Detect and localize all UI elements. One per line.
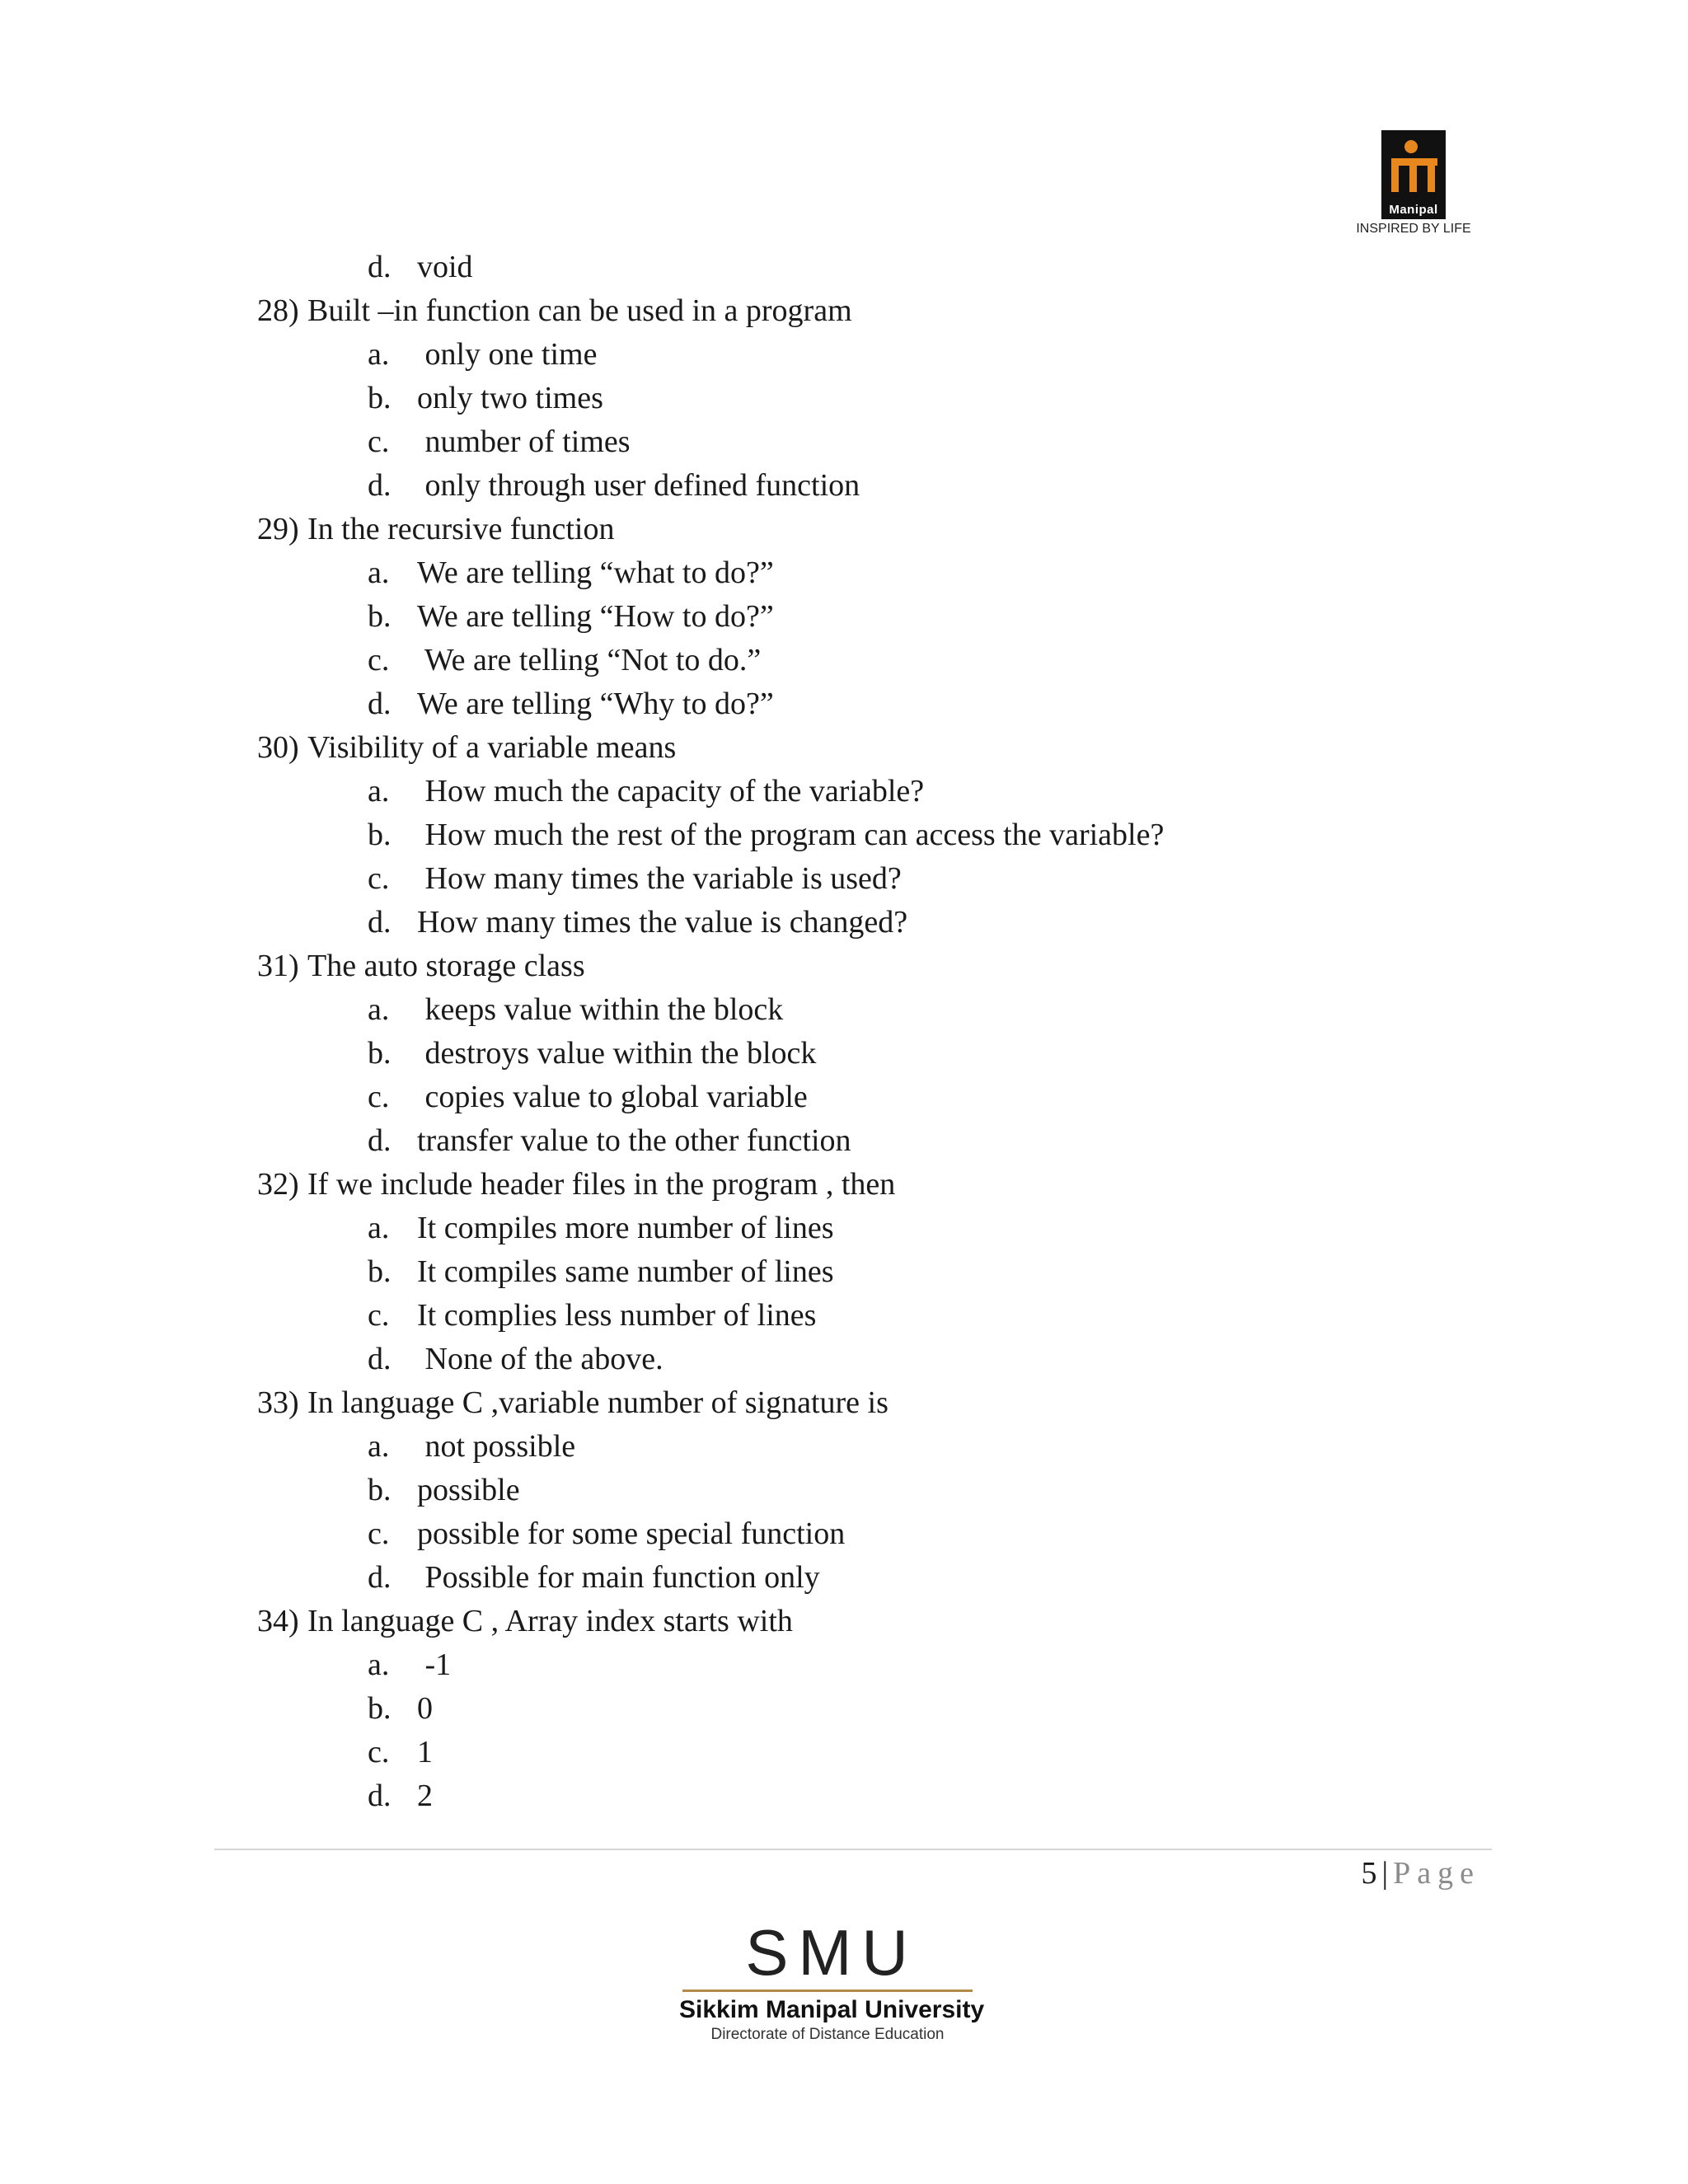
option-line <box>0 333 1688 377</box>
option-line <box>0 988 1688 1032</box>
question-text: If we include header files in the program , then <box>307 1167 896 1202</box>
option-letter: c. <box>368 861 390 896</box>
option-letter: b. <box>368 599 392 634</box>
option-letter: d. <box>368 1342 392 1376</box>
page-word: Page <box>1393 1856 1480 1891</box>
smu-mark: SMU <box>745 1916 918 1989</box>
option-text: Possible for main function only <box>417 1560 820 1595</box>
option-text: 2 <box>417 1779 433 1813</box>
option-letter: c. <box>368 1080 390 1114</box>
option-text: transfer value to the other function <box>417 1123 851 1158</box>
option-line <box>0 1425 1688 1469</box>
option-letter: a. <box>368 774 390 808</box>
option-text: It compiles same number of lines <box>417 1254 834 1289</box>
option-text: How many times the value is changed? <box>417 905 908 940</box>
manipal-logo <box>1343 130 1484 237</box>
option-line <box>0 1643 1688 1687</box>
option-text: only through user defined function <box>417 468 860 503</box>
question-line <box>0 726 1688 770</box>
option-letter: c. <box>368 643 390 677</box>
option-text: number of times <box>417 424 631 459</box>
option-line <box>0 1119 1688 1163</box>
question-text: The auto storage class <box>307 949 585 983</box>
footer-divider <box>214 1849 1492 1850</box>
option-text: possible for some special function <box>417 1516 846 1551</box>
option-line <box>0 770 1688 813</box>
option-text: We are telling “Why to do?” <box>417 687 774 721</box>
option-line <box>0 1294 1688 1338</box>
option-text: We are telling “Not to do.” <box>417 643 762 677</box>
option-letter: a. <box>368 337 390 372</box>
option-line <box>0 246 1688 289</box>
option-text: not possible <box>417 1429 576 1464</box>
option-line <box>0 1731 1688 1774</box>
option-letter: b. <box>368 1473 392 1507</box>
option-line <box>0 857 1688 901</box>
option-letter: a. <box>368 1647 390 1682</box>
option-letter: b. <box>368 818 392 852</box>
option-letter: d. <box>368 687 392 721</box>
option-text: 1 <box>417 1735 433 1769</box>
option-text: keeps value within the block <box>417 992 784 1027</box>
question-line <box>0 508 1688 551</box>
option-text: How much the rest of the program can access the variable? <box>417 818 1165 852</box>
option-line <box>0 1032 1688 1076</box>
option-text: How many times the variable is used? <box>417 861 902 896</box>
option-letter: b. <box>368 1691 392 1726</box>
option-letter: b. <box>368 1254 392 1289</box>
question-text: In the recursive function <box>307 512 615 546</box>
question-number: 34) <box>257 1604 299 1638</box>
option-line <box>0 1250 1688 1294</box>
option-line <box>0 901 1688 944</box>
question-number: 31) <box>257 949 299 983</box>
option-letter: b. <box>368 1036 392 1071</box>
option-line <box>0 595 1688 639</box>
option-line <box>0 1076 1688 1119</box>
option-line <box>0 639 1688 682</box>
option-line <box>0 551 1688 595</box>
page-number-separator: | <box>1381 1856 1389 1891</box>
option-text: 0 <box>417 1691 433 1726</box>
question-text: In language C , Array index starts with <box>307 1604 793 1638</box>
option-line <box>0 682 1688 726</box>
question-number: 29) <box>257 512 299 546</box>
option-letter: a. <box>368 1211 390 1245</box>
option-text: How much the capacity of the variable? <box>417 774 925 808</box>
option-text: copies value to global variable <box>417 1080 808 1114</box>
question-text: In language C ,variable number of signature is <box>307 1385 889 1420</box>
question-number: 30) <box>257 730 299 765</box>
option-line <box>0 464 1688 508</box>
smu-rule <box>682 1990 973 1992</box>
option-letter: d. <box>368 905 392 940</box>
option-letter: c. <box>368 1516 390 1551</box>
manipal-logo-mark <box>1381 130 1446 219</box>
option-text: void <box>417 250 473 284</box>
option-letter: c. <box>368 424 390 459</box>
question-line <box>0 1600 1688 1643</box>
option-line <box>0 1774 1688 1818</box>
option-line <box>0 1469 1688 1512</box>
option-line <box>0 420 1688 464</box>
option-letter: a. <box>368 1429 390 1464</box>
question-number: 32) <box>257 1167 299 1202</box>
option-letter: d. <box>368 468 392 503</box>
question-line <box>0 944 1688 988</box>
option-line <box>0 1687 1688 1731</box>
option-text: We are telling “How to do?” <box>417 599 774 634</box>
smu-logo <box>679 1916 985 2045</box>
manipal-logo-name: Manipal <box>1389 203 1438 217</box>
question-text: Visibility of a variable means <box>307 730 677 765</box>
option-text: possible <box>417 1473 520 1507</box>
question-line <box>0 1381 1688 1425</box>
option-text: only two times <box>417 381 603 415</box>
option-line <box>0 1338 1688 1381</box>
question-number: 28) <box>257 293 299 328</box>
option-text: destroys value within the block <box>417 1036 817 1071</box>
option-letter: c. <box>368 1298 390 1333</box>
option-text: We are telling “what to do?” <box>417 555 774 590</box>
page-number <box>1362 1853 1480 1894</box>
option-line <box>0 813 1688 857</box>
question-list <box>0 246 1688 1818</box>
option-line <box>0 377 1688 420</box>
option-letter: d. <box>368 1560 392 1595</box>
option-letter: d. <box>368 1123 392 1158</box>
option-text: only one time <box>417 337 598 372</box>
option-text: -1 <box>417 1647 452 1682</box>
page-number-value: 5 <box>1361 1856 1377 1891</box>
option-letter: a. <box>368 992 390 1027</box>
option-letter: d. <box>368 250 392 284</box>
option-line <box>0 1207 1688 1250</box>
option-letter: b. <box>368 381 392 415</box>
university-name: Sikkim Manipal University <box>679 1996 985 2023</box>
question-line <box>0 289 1688 333</box>
question-number: 33) <box>257 1385 299 1420</box>
option-text: It compiles more number of lines <box>417 1211 834 1245</box>
question-text: Built –in function can be used in a program <box>307 293 852 328</box>
option-line <box>0 1556 1688 1600</box>
option-letter: d. <box>368 1779 392 1813</box>
question-line <box>0 1163 1688 1207</box>
option-letter: c. <box>368 1735 390 1769</box>
option-line <box>0 1512 1688 1556</box>
directorate-name: Directorate of Distance Education <box>710 2026 945 2043</box>
option-text: None of the above. <box>417 1342 663 1376</box>
manipal-tagline: INSPIRED BY LIFE <box>1356 222 1471 236</box>
option-text: It complies less number of lines <box>417 1298 817 1333</box>
option-letter: a. <box>368 555 390 590</box>
